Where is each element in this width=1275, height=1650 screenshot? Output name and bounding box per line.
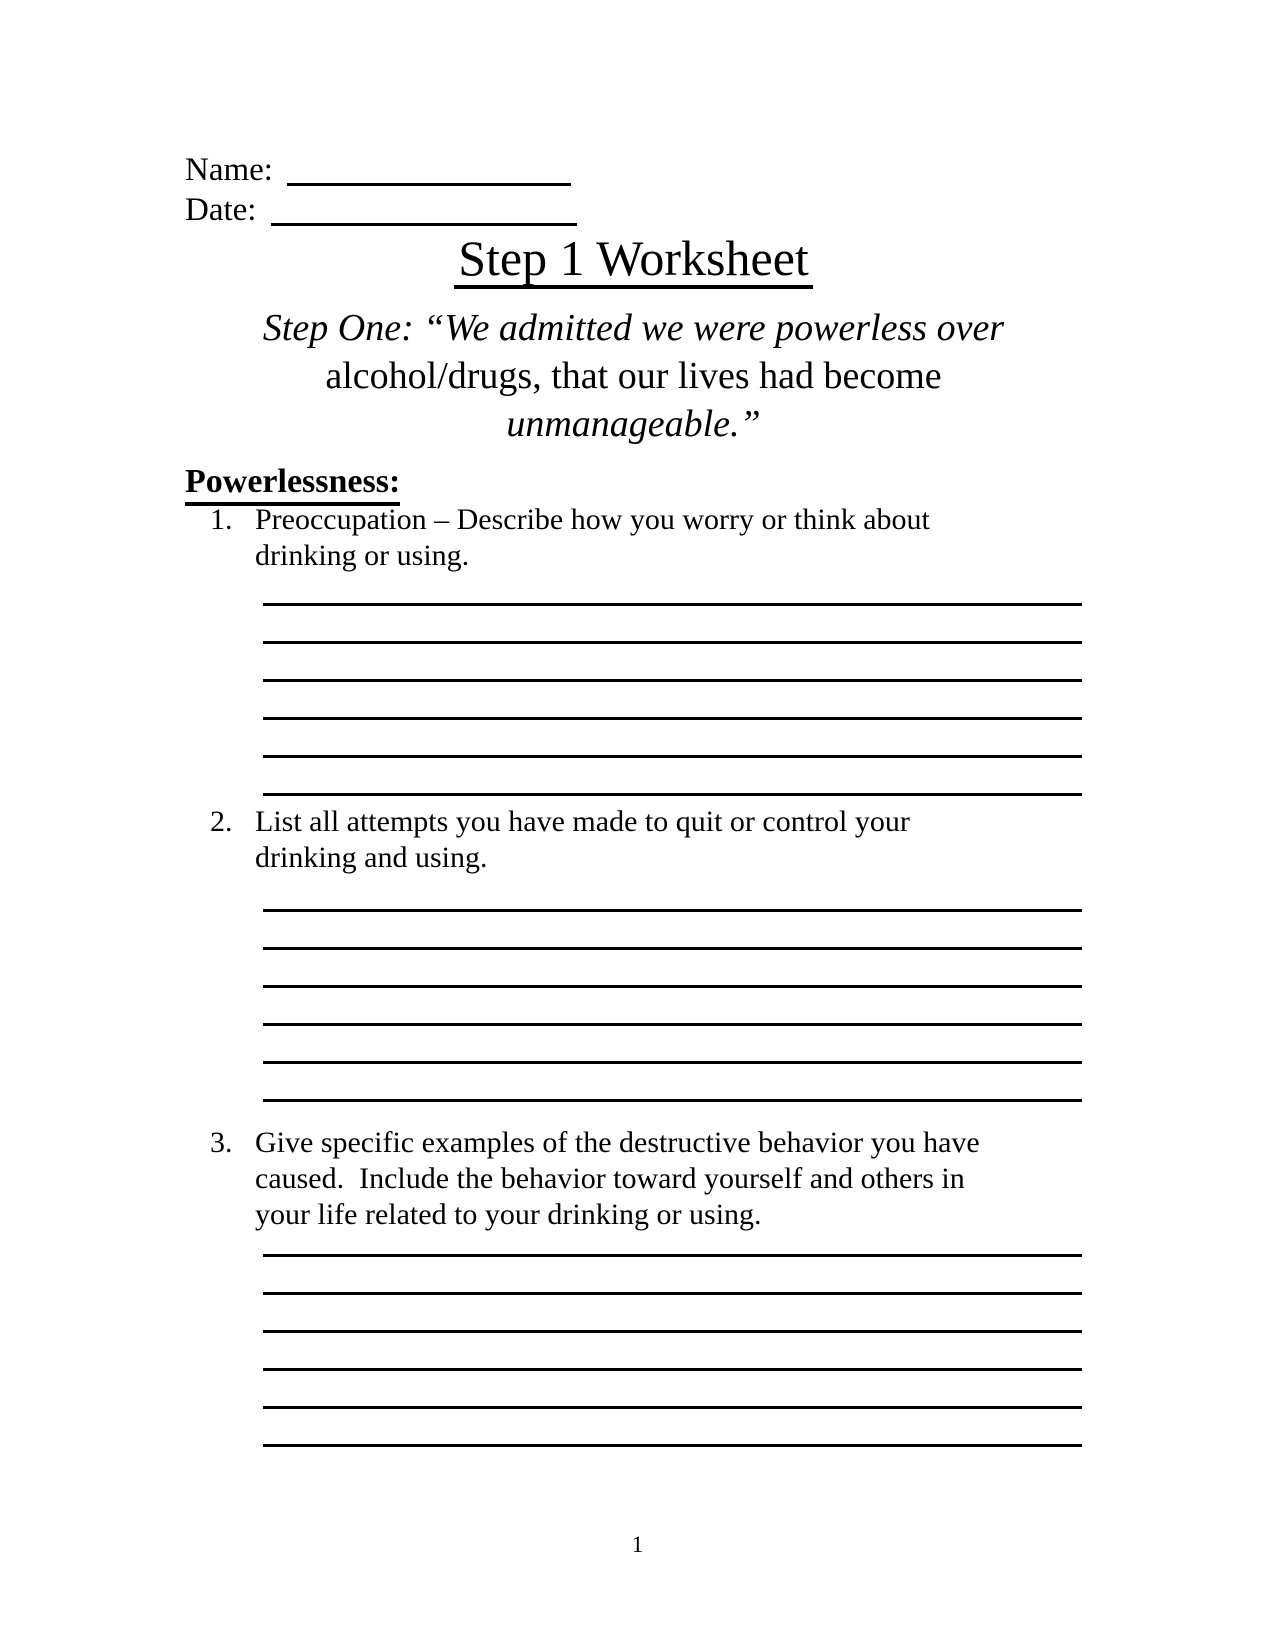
question-number: 1. [210, 503, 233, 536]
writing-line [263, 758, 1082, 796]
writing-line [263, 720, 1082, 758]
writing-line [263, 682, 1082, 720]
title-row [185, 232, 1082, 284]
date-field-row [185, 190, 1082, 230]
question-body [255, 804, 1082, 1102]
writing-line [263, 1333, 1082, 1371]
page-title: Step 1 Worksheet [454, 232, 813, 289]
writing-line [263, 1371, 1082, 1409]
date-label: Date: [185, 192, 257, 228]
writing-line [263, 1257, 1082, 1295]
question-text: List all attempts you have made to quit or control your drinking and using. [255, 805, 910, 874]
question-text: Preoccupation – Describe how you worry or think about drinking or using. [255, 503, 930, 572]
step-one-quote [185, 304, 1082, 448]
name-blank-line [287, 156, 571, 186]
writing-line [263, 1064, 1082, 1102]
answer-lines [255, 574, 1082, 796]
date-blank-line [271, 196, 577, 226]
writing-line [263, 912, 1082, 950]
name-label: Name: [185, 152, 273, 188]
writing-line [263, 1409, 1082, 1447]
section-heading-row [185, 462, 1082, 502]
question-text: Give specific examples of the destructive behavior you have caused. Include the behavior toward yourself and others in your life related to your drinking or using. [255, 1126, 980, 1231]
quote-line: Step One: “We admitted we were powerless over [262, 307, 1005, 349]
writing-line [263, 1026, 1082, 1064]
question-number: 3. [210, 1126, 233, 1159]
writing-line [263, 606, 1082, 644]
page-number: 1 [631, 1532, 644, 1557]
writing-line [263, 1233, 1082, 1257]
question-3 [185, 1125, 1082, 1447]
writing-line [263, 950, 1082, 988]
quote-line: alcohol/drugs, that our lives had become [325, 355, 942, 397]
powerlessness-heading: Powerlessness: [185, 462, 400, 506]
writing-line [263, 988, 1082, 1026]
writing-line [263, 876, 1082, 912]
question-1 [185, 502, 1082, 796]
quote-line: unmanageable.” [506, 403, 761, 445]
answer-lines [255, 876, 1082, 1102]
answer-lines [255, 1233, 1082, 1447]
questions-list [185, 502, 1082, 1447]
name-field-row [185, 150, 1082, 190]
page-content [185, 150, 1082, 1447]
writing-line [263, 1295, 1082, 1333]
writing-line [263, 574, 1082, 606]
question-body [255, 1125, 1082, 1447]
question-number: 2. [210, 805, 233, 838]
question-body [255, 502, 1082, 796]
writing-line [263, 644, 1082, 682]
question-2 [185, 804, 1082, 1102]
